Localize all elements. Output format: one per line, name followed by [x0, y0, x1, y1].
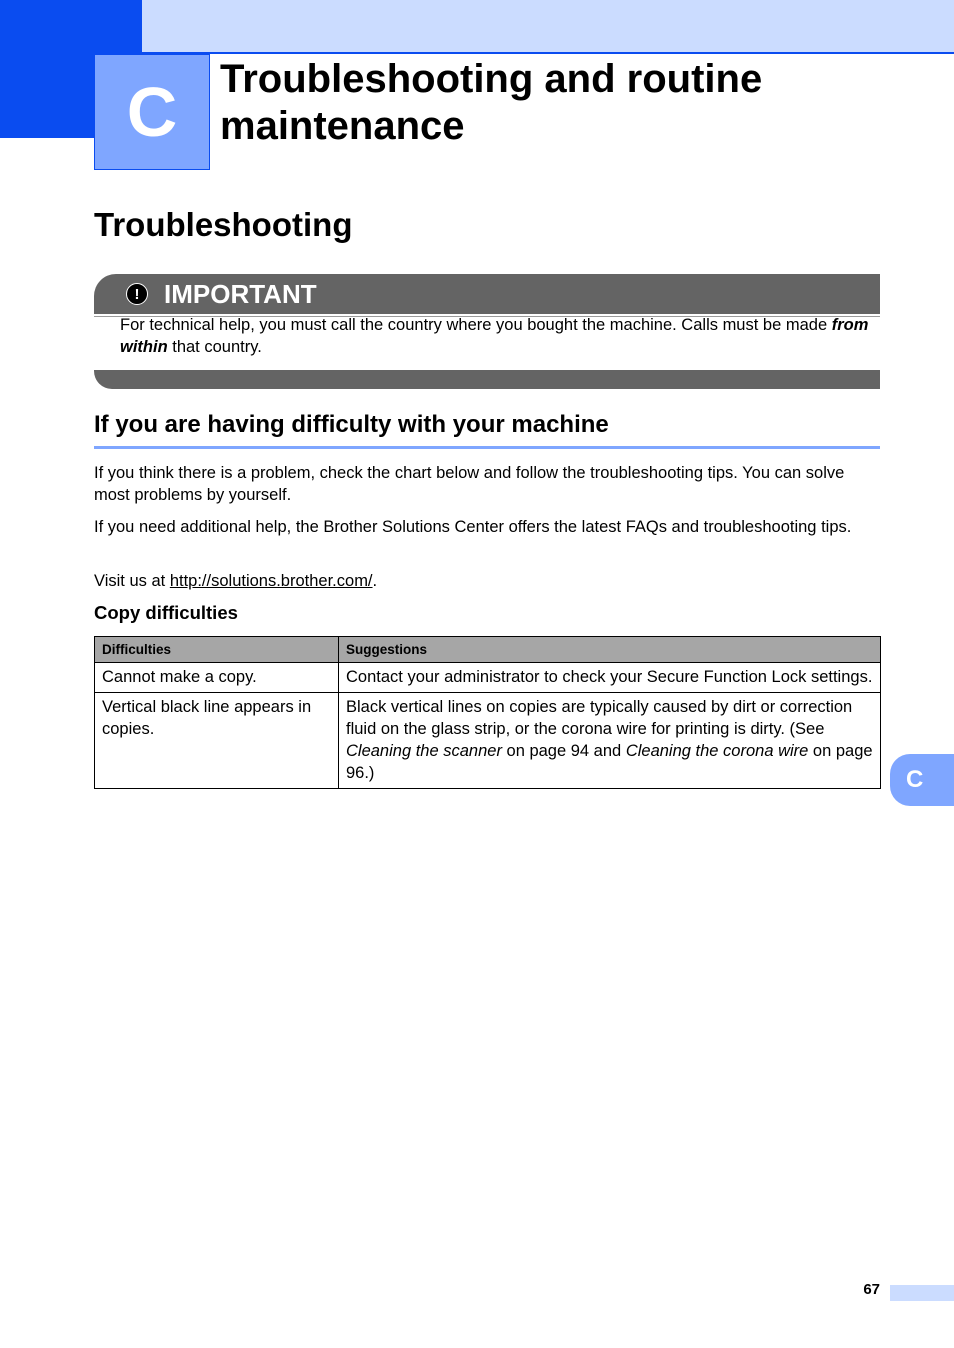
suggestion-text: on page 96.)	[346, 742, 873, 782]
section-title: Troubleshooting	[94, 206, 353, 243]
suggestion-text: Black vertical lines on copies are typically caused by dirt or correction fluid on the glass strip, or the corona wire for printing is dirty. (See	[346, 698, 853, 738]
chapter-title-line1: Troubleshooting and routine	[220, 57, 763, 101]
table-row	[95, 693, 881, 789]
important-label: IMPORTANT	[164, 278, 317, 309]
table-cell-suggestion	[339, 693, 881, 789]
paragraph-3	[94, 570, 884, 592]
solutions-link[interactable]: http://solutions.brother.com/	[169, 572, 373, 590]
chapter-side-tab	[890, 754, 954, 806]
header-rule	[142, 52, 954, 54]
chapter-title-line2: maintenance	[220, 104, 465, 148]
chapter-letter-box	[94, 54, 210, 170]
exclamation-icon: !	[126, 283, 148, 305]
chapter-title	[220, 56, 920, 150]
important-text-part: For technical help, you must call the country where you bought the machine. Calls must be made	[120, 316, 832, 334]
important-footer	[94, 370, 880, 389]
paragraph-2: If you need additional help, the Brother Solutions Center offers the latest FAQs and troubleshooting tips.	[94, 518, 852, 536]
table-header-row	[95, 637, 881, 663]
important-emphasis: from within	[120, 316, 869, 356]
side-tab-letter: C	[906, 766, 924, 793]
troubleshooting-table	[94, 636, 881, 789]
table-cell-difficulty: Cannot make a copy.	[95, 663, 339, 693]
table-cell-difficulty: Vertical black line appears in copies.	[95, 693, 339, 789]
important-text-part: that country.	[167, 338, 262, 356]
cleaning-corona-ref: Cleaning the corona wire	[625, 742, 809, 760]
subsection-rule	[94, 446, 880, 449]
important-header	[94, 274, 880, 314]
visit-text: Visit us at	[94, 572, 170, 590]
subsection-title: If you are having difficulty with your machine	[94, 411, 609, 438]
table-row	[95, 663, 881, 693]
footer-bar	[890, 1285, 954, 1301]
table-cell-suggestion: Contact your administrator to check your Secure Function Lock settings.	[339, 663, 881, 693]
important-text	[120, 314, 880, 358]
suggestion-text: on page 94 and	[501, 742, 626, 760]
paragraph-1: If you think there is a problem, check the chart below and follow the troubleshooting tips. You can solve most problems by yourself.	[94, 464, 845, 504]
table-header-suggestions: Suggestions	[339, 637, 881, 663]
page-number: 67	[863, 1281, 880, 1298]
table-header-difficulties: Difficulties	[95, 637, 339, 663]
visit-suffix: .	[372, 572, 378, 590]
cleaning-scanner-ref: Cleaning the scanner	[346, 742, 502, 760]
header-light-band	[142, 0, 954, 52]
chapter-letter: C	[126, 73, 178, 151]
copy-difficulties-heading: Copy difficulties	[94, 602, 238, 623]
